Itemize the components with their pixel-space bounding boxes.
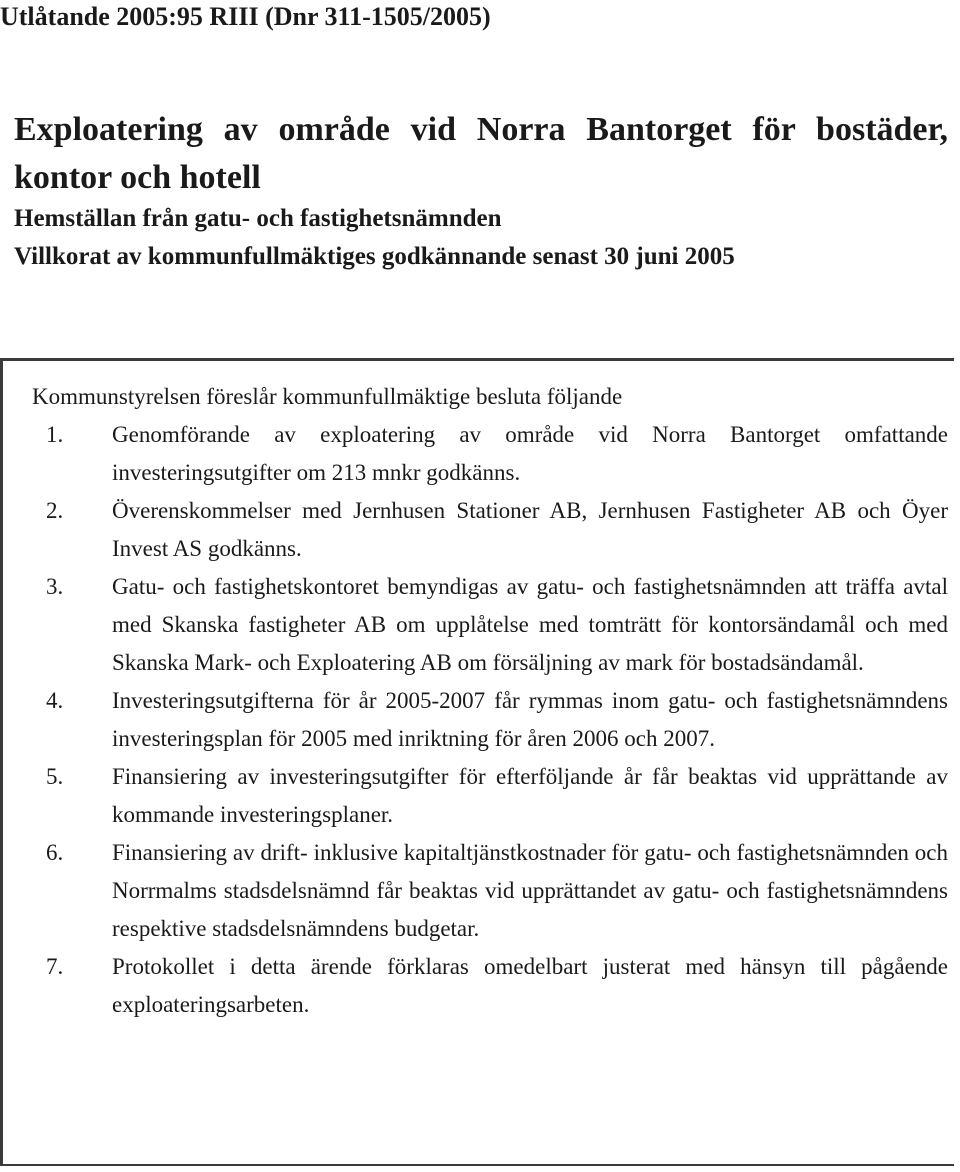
item-number: 1. xyxy=(46,422,64,447)
document-subtitle xyxy=(14,200,735,276)
proposal-item xyxy=(46,758,948,834)
item-number: 6. xyxy=(46,840,64,865)
item-text: Finansiering av investeringsutgifter för efterföljande år får beaktas vid upprättande av kommande investeringsplaner. xyxy=(112,764,948,827)
item-number: 7. xyxy=(46,954,64,979)
item-text: Protokollet i detta ärende förklaras omedelbart justerat med hänsyn till pågående exploateringsarbeten. xyxy=(112,954,948,1017)
item-text: Investeringsutgifterna för år 2005-2007 får rymmas inom gatu- och fastighetsnämndens investeringsplan för 2005 med inriktning för åren 2006 och 2007. xyxy=(112,688,948,751)
item-text: Genomförande av exploatering av område vid Norra Bantorget omfattande investeringsutgifter om 213 mnkr godkänns. xyxy=(112,422,948,485)
item-number: 3. xyxy=(46,574,64,599)
item-text: Överenskommelser med Jernhusen Stationer AB, Jernhusen Fastigheter AB och Öyer Invest AS godkänns. xyxy=(112,498,948,561)
item-text: Gatu- och fastighetskontoret bemyndigas av gatu- och fastighetsnämnden att träffa avtal med Skanska fastigheter AB om upplåtelse med tomträtt för kontorsändamål och med Skanska Mark- och Exploatering AB om försäljning av mark för bostadsändamål. xyxy=(112,574,948,675)
item-number: 4. xyxy=(46,688,64,713)
item-number: 5. xyxy=(46,764,64,789)
document-title: Exploatering av område vid Norra Bantorget för bostäder, kontor och hotell xyxy=(14,111,948,196)
document-reference: Utlåtande 2005:95 RIII (Dnr 311-1505/2005) xyxy=(0,2,491,31)
item-text: Finansiering av drift- inklusive kapitaltjänstkostnader för gatu- och fastighetsnämnden och Norrmalms stadsdelsnämnd får beaktas vid upprättandet av gatu- och fastighetsnämndens respektive stadsdelsnämndens budgetar. xyxy=(112,840,948,941)
proposal-item xyxy=(46,416,948,492)
proposal-item xyxy=(46,682,948,758)
proposal-intro: Kommunstyrelsen föreslår kommunfullmäktige besluta följande xyxy=(32,384,623,409)
subtitle-line-2: Villkorat av kommunfullmäktiges godkännande senast 30 juni 2005 xyxy=(14,243,735,270)
proposal-item xyxy=(46,834,948,948)
subtitle-line-1: Hemställan från gatu- och fastighetsnämnden xyxy=(14,205,502,232)
proposal-list xyxy=(46,416,948,1024)
proposal-item xyxy=(46,492,948,568)
proposal-item xyxy=(46,568,948,682)
proposal-item xyxy=(46,948,948,1024)
item-number: 2. xyxy=(46,498,64,523)
